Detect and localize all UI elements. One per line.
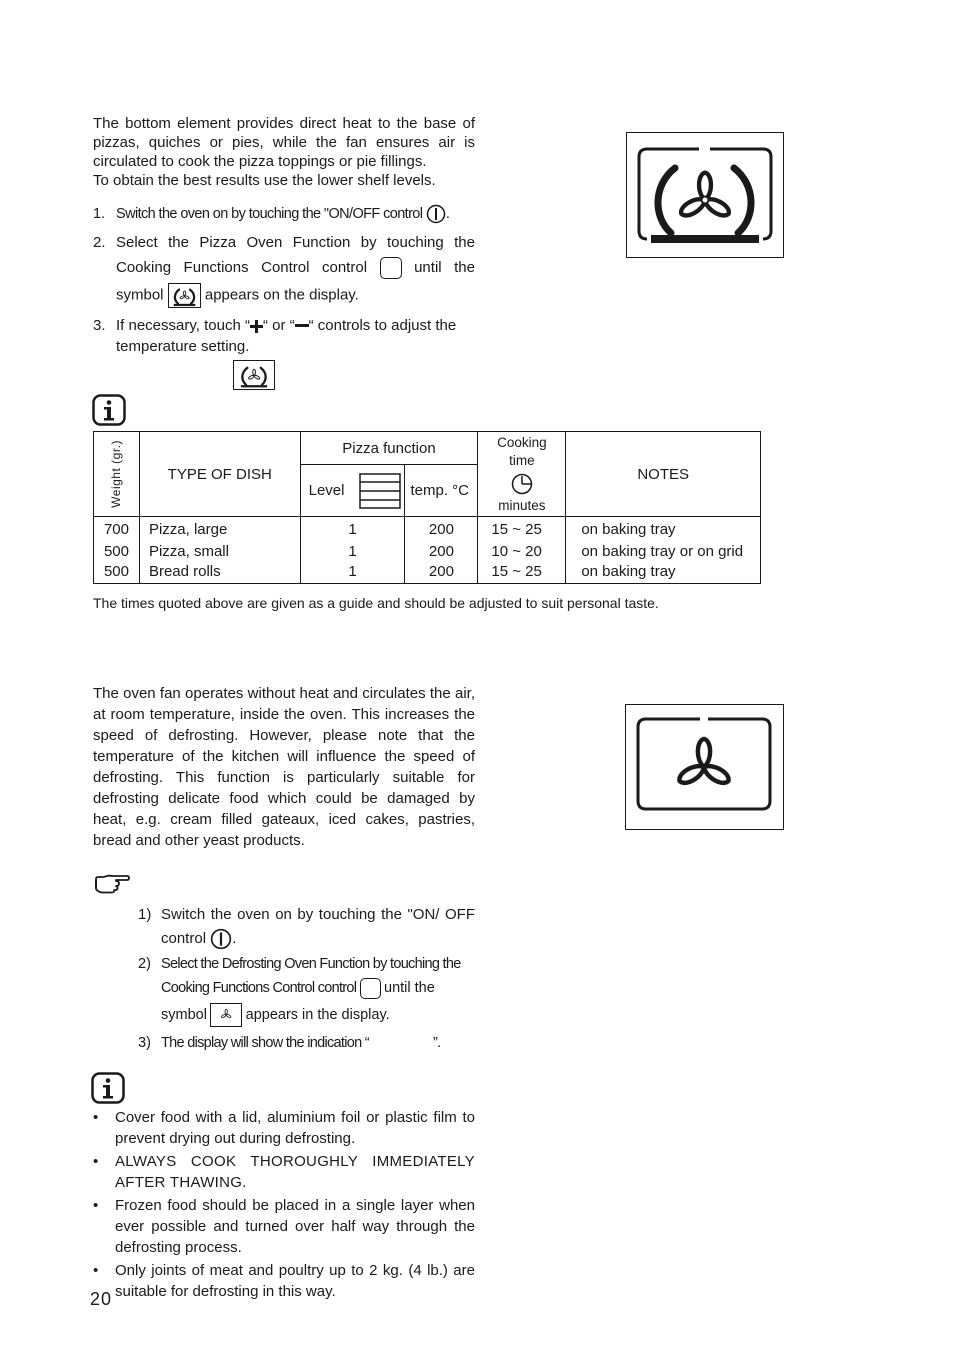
info-icon bbox=[91, 1072, 125, 1109]
pizza-fan-bottom-heat-icon bbox=[234, 361, 274, 389]
table-cell: 15 ~ 25 bbox=[491, 563, 542, 580]
cooking-time-label: Cooking time bbox=[497, 435, 547, 468]
list-item bbox=[93, 1195, 475, 1258]
table-cell: on baking tray bbox=[581, 563, 676, 580]
bullet: • bbox=[93, 1109, 99, 1126]
table-footnote: The times quoted above are given as a guide and should be adjusted to suit personal taste. bbox=[93, 595, 659, 611]
pizza-symbol-small bbox=[168, 283, 201, 308]
pizza-intro-tip: To obtain the best results use the lower shelf levels. bbox=[93, 172, 436, 189]
step-number: 2. bbox=[93, 234, 106, 251]
list-item bbox=[93, 1151, 475, 1193]
level-label: Level bbox=[308, 481, 345, 499]
tip-text: Only joints of meat and poultry up to 2 kg. (4 lb.) are suitable for defrosting in this way. bbox=[115, 1262, 475, 1300]
step-text: appears in the display. bbox=[245, 1006, 390, 1023]
notes-header: NOTES bbox=[566, 432, 761, 517]
shelf-level-icon bbox=[359, 473, 401, 509]
cooking-time-header bbox=[478, 432, 566, 517]
defrost-intro: The oven fan operates without heat and circulates the air, at room temperature, inside the oven. This increases the speed of defrosting. However, please note that the temperature of the kitchen will influence the speed of defrosting. This function is particularly suitable for defrosting delicate food which could be damaged by heat, e.g. cream filled gateaux, iced cakes, pastries, bread and other yeast products. bbox=[93, 685, 475, 849]
tip-text: Frozen food should be placed in a single layer when ever possible and turned over half way through the defrosting process. bbox=[115, 1197, 475, 1256]
tip-text: ALWAYS COOK THOROUGHLY IMMEDIATELY AFTER THAWING. bbox=[115, 1153, 475, 1191]
step-text: until the symbol bbox=[116, 259, 475, 304]
notes-column bbox=[566, 517, 761, 584]
table-cell: 200 bbox=[428, 543, 454, 560]
pizza-step-1 bbox=[93, 204, 475, 228]
weight-header: Weight (gr.) bbox=[108, 440, 123, 508]
plus-icon bbox=[250, 320, 263, 333]
tip-text: Cover food with a lid, aluminium foil or plastic film to prevent drying out during defrosting. bbox=[115, 1109, 475, 1147]
dish-header: TYPE OF DISH bbox=[139, 432, 300, 517]
table-cell: 1 bbox=[348, 543, 357, 560]
table-cell: 10 ~ 20 bbox=[491, 543, 542, 560]
page-number: 20 bbox=[90, 1289, 113, 1309]
table-cell: Pizza, large bbox=[148, 521, 228, 538]
minutes-label: minutes bbox=[498, 498, 546, 513]
step-number: 3. bbox=[93, 317, 106, 334]
table-cell: 500 bbox=[103, 543, 129, 560]
defrost-tips bbox=[93, 1107, 475, 1304]
defrost-step-2 bbox=[138, 952, 475, 1030]
temp-column bbox=[405, 517, 478, 584]
pizza-cooking-table bbox=[93, 431, 761, 584]
step-text: appears on the display. bbox=[204, 286, 359, 304]
table-cell: 1 bbox=[348, 521, 357, 538]
table-cell: 200 bbox=[428, 521, 454, 538]
power-icon bbox=[426, 204, 446, 224]
pointing-hand-icon bbox=[94, 874, 130, 899]
fan-defrost-icon bbox=[211, 1004, 241, 1026]
minus-icon bbox=[295, 323, 309, 329]
step-text: Switch the oven on by touching the "ON/ OFF control bbox=[161, 906, 475, 947]
table-cell: 500 bbox=[103, 563, 129, 580]
step-text: Switch the oven on by touching the "ON/OFF control bbox=[116, 206, 423, 222]
function-key-icon bbox=[380, 257, 402, 279]
step-text: Select the Defrosting Oven Function by touching the Cooking Functions Control control bbox=[161, 956, 461, 996]
bullet: • bbox=[93, 1197, 99, 1214]
weight-column bbox=[94, 517, 140, 584]
step-text: If necessary, touch “ bbox=[116, 317, 250, 334]
defrost-function-symbol bbox=[625, 704, 784, 830]
step-text: Select the Pizza Oven Function by touching the Cooking Functions Control control bbox=[116, 234, 475, 276]
pizza-fan-bottom-heat-icon bbox=[169, 284, 200, 307]
defrost-symbol-small bbox=[210, 1003, 242, 1027]
step-number: 3) bbox=[138, 1035, 151, 1051]
info-icon bbox=[92, 394, 126, 431]
step-text: ”. bbox=[432, 1035, 441, 1051]
bullet: • bbox=[93, 1153, 99, 1170]
defrost-step-1 bbox=[138, 903, 475, 951]
pizza-symbol-heading bbox=[233, 360, 275, 390]
table-cell: on baking tray bbox=[581, 521, 676, 538]
dish-column bbox=[139, 517, 300, 584]
temp-header: temp. °C bbox=[405, 465, 478, 517]
table-cell: 700 bbox=[103, 521, 129, 538]
step-text: until the symbol bbox=[161, 980, 435, 1023]
pizza-intro-paragraph: The bottom element provides direct heat to the base of pizzas, quiches or pies, while the fan ensures air is circulated to cook the pizza toppings or pie fillings. bbox=[93, 115, 475, 170]
step-text: “ or “ bbox=[262, 317, 295, 334]
step-text: The display will show the indication “ bbox=[161, 1035, 369, 1051]
step-number: 1) bbox=[138, 906, 152, 923]
level-column bbox=[300, 517, 405, 584]
pizza-step-3 bbox=[93, 315, 475, 357]
time-column bbox=[478, 517, 566, 584]
table-cell: Pizza, small bbox=[148, 543, 229, 560]
pizza-function-symbol bbox=[626, 132, 784, 258]
table-cell: 200 bbox=[428, 563, 454, 580]
table-cell: 15 ~ 25 bbox=[491, 521, 542, 538]
pizza-intro bbox=[93, 114, 475, 190]
defrost-step-3 bbox=[138, 1031, 475, 1055]
step-number: 2) bbox=[138, 956, 151, 972]
defrost-steps bbox=[138, 903, 475, 1055]
pizza-steps bbox=[93, 204, 475, 357]
bullet: • bbox=[93, 1262, 99, 1279]
power-icon bbox=[210, 928, 232, 950]
pizza-step-2 bbox=[93, 230, 475, 311]
fan-defrost-icon bbox=[626, 705, 782, 828]
clock-icon bbox=[511, 473, 533, 495]
level-header bbox=[300, 465, 405, 517]
list-item bbox=[93, 1107, 475, 1149]
table-cell: Bread rolls bbox=[148, 563, 221, 580]
table-cell: 1 bbox=[348, 563, 357, 580]
step-text: “ controls to adjust the temperature setting. bbox=[116, 317, 457, 355]
step-number: 1. bbox=[93, 206, 106, 222]
step-text-end: . bbox=[445, 206, 450, 222]
function-key-icon bbox=[360, 978, 381, 999]
pizza-fan-bottom-heat-icon bbox=[627, 133, 782, 256]
table-cell: on baking tray or on grid bbox=[581, 543, 744, 560]
pizza-function-header: Pizza function bbox=[300, 432, 478, 465]
weight-header-cell bbox=[94, 432, 140, 517]
list-item bbox=[93, 1260, 475, 1302]
step-text-end: . bbox=[232, 930, 237, 947]
